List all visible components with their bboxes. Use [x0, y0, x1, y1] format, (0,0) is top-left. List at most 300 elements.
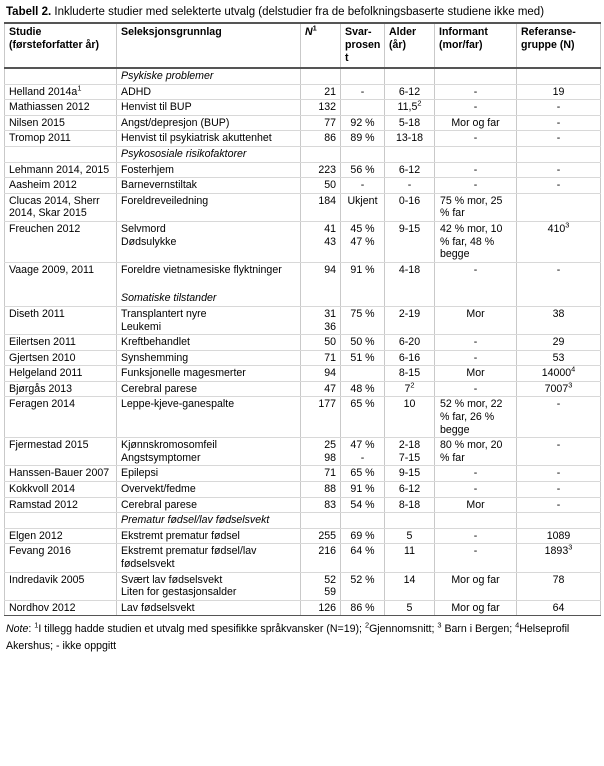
cell-referansegruppe-superscript: 3 — [565, 221, 570, 230]
cell-studie — [5, 438, 117, 466]
cell-alder — [385, 193, 435, 221]
cell-informant-text: - — [473, 101, 478, 114]
cell-studie — [5, 497, 117, 513]
cell-alder-superscript: 2 — [417, 99, 422, 108]
cell-n-line1: 31 — [324, 307, 336, 320]
cell-informant-text: - — [473, 529, 478, 542]
cell-svarprosent — [341, 221, 385, 262]
cell-svarprosent — [341, 100, 385, 116]
table-row[interactable] — [5, 600, 601, 616]
cell-referansegruppe-superscript: 3 — [568, 381, 573, 390]
cell-alder — [385, 131, 435, 147]
section-title-text: Psykiske problemer — [121, 70, 214, 82]
cell-svarprosent — [341, 162, 385, 178]
cell-studie — [5, 350, 117, 366]
cell-alder-text: 6-16 — [398, 351, 421, 364]
cell-n — [301, 193, 341, 221]
header-informant-line1: Informant — [439, 26, 488, 38]
studies-table — [4, 22, 601, 616]
section-title-text: Prematur fødsel/lav fødselsvekt — [121, 514, 270, 527]
section-header-spacer — [341, 146, 385, 162]
cell-svarprosent-text: 75 % — [350, 307, 375, 320]
cell-alder — [385, 221, 435, 262]
cell-seleksjonsgrunnlag — [117, 306, 301, 334]
table-row[interactable] — [5, 350, 601, 366]
caption-text: Inkluderte studier med selekterte utvalg (delstudier fra de befolkningsbaserte studiene ikke med) — [54, 6, 545, 18]
cell-referansegruppe-text: - — [556, 132, 561, 145]
cell-referansegruppe-text: 14000 — [541, 367, 572, 380]
cell-referansegruppe-text: 78 — [552, 573, 565, 586]
cell-informant — [435, 397, 517, 438]
cell-alder-text: - — [407, 179, 412, 192]
cell-referansegruppe-superscript: 3 — [568, 543, 573, 552]
cell-informant — [435, 544, 517, 572]
cell-referansegruppe-text: - — [556, 163, 561, 176]
cell-n-text: 216 — [318, 545, 336, 558]
cell-informant — [435, 350, 517, 366]
cell-studie — [5, 178, 117, 194]
cell-referansegruppe-text: 410 — [547, 222, 566, 235]
cell-seleksjonsgrunnlag — [117, 193, 301, 221]
cell-seleksjonsgrunnlag — [117, 115, 301, 131]
cell-informant-text: - — [473, 85, 478, 98]
cell-seleksjon-line1: Selvmord — [121, 222, 166, 235]
cell-referansegruppe — [517, 466, 601, 482]
section-header-row — [5, 513, 601, 529]
section-header-spacer — [5, 513, 117, 529]
table-row[interactable] — [5, 193, 601, 221]
cell-n — [301, 497, 341, 513]
cell-svarprosent — [341, 466, 385, 482]
header-n-text: N — [305, 26, 313, 38]
section-title-text: Somatiske tilstander — [121, 292, 217, 305]
cell-referansegruppe — [517, 262, 601, 306]
cell-n-line2: 36 — [324, 320, 336, 333]
cell-informant — [435, 466, 517, 482]
table-row[interactable] — [5, 572, 601, 600]
cell-alder — [385, 600, 435, 616]
cell-n-line2: 59 — [324, 586, 336, 599]
cell-seleksjon-text: Barnevernstiltak — [121, 179, 197, 192]
note-part-4: Helseprofil Akershus; - ikke oppgitt — [6, 623, 570, 653]
cell-svarprosent — [341, 335, 385, 351]
cell-svarprosent — [341, 528, 385, 544]
cell-referansegruppe-text: 1893 — [544, 545, 569, 558]
table-row[interactable] — [5, 221, 601, 262]
cell-n — [301, 84, 341, 100]
cell-svarprosent-text: 64 % — [350, 545, 375, 558]
cell-n — [301, 100, 341, 116]
table-row[interactable] — [5, 131, 601, 147]
header-n-superscript: 1 — [312, 23, 317, 33]
cell-studie — [5, 100, 117, 116]
cell-seleksjon-line2: Dødsulykke — [121, 235, 177, 248]
cell-referansegruppe-superscript: 4 — [571, 365, 576, 374]
cell-informant — [435, 438, 517, 466]
cell-n — [301, 221, 341, 262]
cell-studie-text: Diseth 2011 — [9, 307, 65, 320]
cell-referansegruppe-text: - — [556, 467, 561, 480]
cell-informant — [435, 600, 517, 616]
cell-n — [301, 131, 341, 147]
cell-n — [301, 350, 341, 366]
cell-referansegruppe — [517, 100, 601, 116]
cell-informant-text: - — [473, 132, 478, 145]
cell-svarprosent-line1: 47 % — [350, 439, 375, 452]
cell-studie-superscript: 1 — [77, 84, 82, 93]
cell-svarprosent — [341, 350, 385, 366]
cell-seleksjon-line1: Kjønnskromosomfeil — [121, 439, 217, 452]
note-part-3: Barn i Bergen; — [441, 623, 516, 636]
cell-alder — [385, 381, 435, 397]
cell-studie-text: Elgen 2012 — [9, 529, 63, 542]
cell-alder-text: 5 — [406, 529, 413, 542]
cell-referansegruppe — [517, 600, 601, 616]
table-row[interactable] — [5, 397, 601, 438]
table-row[interactable] — [5, 306, 601, 334]
cell-informant-text: - — [473, 179, 478, 192]
cell-referansegruppe — [517, 115, 601, 131]
table-row[interactable] — [5, 162, 601, 178]
cell-alder-text: 5-18 — [398, 116, 421, 129]
table-row[interactable] — [5, 84, 601, 100]
cell-informant-text: - — [473, 467, 478, 480]
section-header-spacer — [385, 513, 435, 529]
cell-referansegruppe — [517, 162, 601, 178]
table-row[interactable] — [5, 497, 601, 513]
section-title-text: Psykososiale risikofaktorer — [121, 147, 247, 160]
cell-referansegruppe — [517, 497, 601, 513]
cell-referansegruppe — [517, 306, 601, 334]
cell-studie-text: Gjertsen 2010 — [9, 351, 76, 364]
section-header-row — [5, 146, 601, 162]
cell-svarprosent-text: 91 % — [350, 263, 375, 276]
cell-svarprosent — [341, 178, 385, 194]
cell-alder — [385, 572, 435, 600]
table-caption — [4, 4, 600, 22]
cell-n-text: 83 — [324, 498, 336, 511]
cell-seleksjonsgrunnlag — [117, 100, 301, 116]
cell-studie-text: Hanssen-Bauer 2007 — [9, 467, 110, 480]
table-body — [5, 68, 601, 616]
cell-alder — [385, 162, 435, 178]
cell-svarprosent-text: 91 % — [350, 483, 375, 496]
cell-n-line1: 25 — [324, 439, 336, 452]
cell-informant-text: - — [473, 263, 478, 276]
cell-n — [301, 397, 341, 438]
cell-informant — [435, 366, 517, 382]
cell-svarprosent-text: 52 % — [350, 573, 375, 586]
cell-alder-line2: 7-15 — [398, 451, 421, 464]
cell-informant-text: Mor og far — [451, 573, 500, 586]
cell-referansegruppe-text: 19 — [552, 85, 565, 98]
cell-seleksjon-text: Overvekt/fedme — [121, 483, 196, 496]
cell-referansegruppe-text: 53 — [552, 351, 565, 364]
cell-referansegruppe-text: - — [556, 483, 561, 496]
cell-alder — [385, 366, 435, 382]
cell-seleksjon-text: Foreldre vietnamesiske flyktninger — [121, 263, 282, 276]
header-alder-line1: Alder — [389, 26, 417, 38]
cell-referansegruppe — [517, 366, 601, 382]
section-header-spacer — [301, 68, 341, 84]
cell-n-text: 88 — [324, 483, 336, 496]
cell-studie-text: Fjermestad 2015 — [9, 439, 89, 452]
cell-svarprosent-text: 89 % — [350, 132, 375, 145]
cell-studie-text: Tromop 2011 — [9, 132, 71, 145]
cell-alder — [385, 438, 435, 466]
table-row[interactable] — [5, 262, 601, 306]
cell-n-line2: 43 — [324, 235, 336, 248]
cell-studie-text: Clucas 2014, Sherr 2014, Skar 2015 — [9, 194, 100, 220]
cell-n-text: 126 — [318, 601, 336, 614]
cell-alder — [385, 100, 435, 116]
cell-n — [301, 466, 341, 482]
cell-alder-text: 9-15 — [398, 222, 421, 235]
cell-studie — [5, 544, 117, 572]
column-header-n — [301, 23, 341, 68]
header-studie-line2: (førsteforfatter år) — [9, 39, 100, 51]
cell-svarprosent — [341, 366, 385, 382]
cell-informant-text: - — [473, 545, 478, 558]
cell-svarprosent-text: 50 % — [350, 336, 375, 349]
note-superscript-3: 3 — [437, 620, 442, 630]
note-superscript-4: 4 — [515, 620, 520, 630]
cell-n-text: 255 — [318, 529, 336, 542]
cell-informant-text: Mor og far — [451, 116, 500, 129]
cell-informant-text: - — [473, 483, 478, 496]
cell-seleksjonsgrunnlag — [117, 381, 301, 397]
cell-seleksjonsgrunnlag — [117, 438, 301, 466]
cell-svarprosent-text: 65 % — [350, 467, 375, 480]
cell-studie-text: Aasheim 2012 — [9, 179, 77, 192]
header-informant-line2: (mor/far) — [439, 39, 483, 51]
section-title — [117, 146, 301, 162]
cell-informant — [435, 193, 517, 221]
cell-referansegruppe-text: - — [556, 179, 561, 192]
cell-seleksjon-line2: Liten for gestasjonsalder — [121, 586, 237, 599]
cell-svarprosent-line2: - — [360, 451, 365, 464]
section-header-spacer — [5, 68, 117, 84]
cell-n-text: 177 — [318, 398, 336, 411]
cell-seleksjon-line1: Transplantert nyre — [121, 307, 207, 320]
cell-informant — [435, 100, 517, 116]
cell-referansegruppe — [517, 482, 601, 498]
note-part-2: Gjennomsnitt; — [369, 623, 438, 636]
cell-studie-text: Eilertsen 2011 — [9, 336, 76, 349]
cell-n-text: 71 — [324, 351, 336, 364]
table-header — [5, 23, 601, 68]
cell-n — [301, 306, 341, 334]
section-header-spacer — [341, 68, 385, 84]
cell-alder — [385, 482, 435, 498]
cell-informant-text: 52 % mor, 22 % far, 26 % begge — [440, 398, 503, 436]
column-header-informant — [435, 23, 517, 68]
cell-svarprosent-text: Ukjent — [347, 194, 378, 207]
cell-studie — [5, 115, 117, 131]
cell-n — [301, 262, 341, 306]
cell-n-line2: 98 — [324, 451, 336, 464]
cell-alder-superscript: 2 — [410, 381, 415, 390]
cell-svarprosent-text: 92 % — [350, 116, 375, 129]
table-row[interactable] — [5, 466, 601, 482]
cell-informant-text: - — [473, 163, 478, 176]
note-superscript-1: 1 — [34, 620, 39, 630]
table-row[interactable] — [5, 544, 601, 572]
cell-seleksjon-text: Foreldreveiledning — [121, 194, 209, 207]
note-colon: : — [28, 623, 35, 636]
cell-referansegruppe — [517, 397, 601, 438]
table-row[interactable] — [5, 528, 601, 544]
cell-alder-text: 9-15 — [398, 467, 421, 480]
cell-alder — [385, 466, 435, 482]
cell-studie — [5, 397, 117, 438]
cell-referansegruppe — [517, 221, 601, 262]
cell-informant — [435, 262, 517, 306]
table-row[interactable] — [5, 178, 601, 194]
cell-seleksjonsgrunnlag — [117, 528, 301, 544]
cell-informant-text: 80 % mor, 20 % far — [440, 439, 503, 464]
cell-seleksjon-line1: Svært lav fødselsvekt — [121, 573, 223, 586]
cell-seleksjonsgrunnlag — [117, 162, 301, 178]
table-row[interactable] — [5, 482, 601, 498]
table-row[interactable] — [5, 438, 601, 466]
header-svar-line1: Svar- — [345, 26, 372, 38]
cell-seleksjon-text: Kreftbehandlet — [121, 336, 190, 349]
header-svar-line2: prosen — [345, 39, 381, 51]
table-row[interactable] — [5, 335, 601, 351]
section-header-spacer — [435, 513, 517, 529]
cell-svarprosent-text: 69 % — [350, 529, 375, 542]
cell-alder — [385, 497, 435, 513]
cell-seleksjon-text: Leppe-kjeve-ganespalte — [121, 398, 235, 411]
cell-studie-text: Mathiassen 2012 — [9, 101, 90, 114]
cell-n-text: 71 — [324, 467, 336, 480]
cell-informant — [435, 115, 517, 131]
cell-referansegruppe — [517, 178, 601, 194]
cell-seleksjonsgrunnlag — [117, 600, 301, 616]
table-row[interactable] — [5, 381, 601, 397]
section-header-spacer — [517, 513, 601, 529]
cell-n — [301, 600, 341, 616]
cell-referansegruppe — [517, 335, 601, 351]
cell-seleksjon-text: Lav fødselsvekt — [121, 601, 195, 614]
cell-referansegruppe-text: - — [556, 439, 561, 452]
table-row[interactable] — [5, 115, 601, 131]
cell-n-text: 94 — [324, 367, 336, 380]
cell-svarprosent — [341, 482, 385, 498]
cell-studie — [5, 572, 117, 600]
cell-informant — [435, 84, 517, 100]
cell-n-line1: 41 — [324, 222, 336, 235]
cell-svarprosent — [341, 381, 385, 397]
cell-seleksjonsgrunnlag — [117, 482, 301, 498]
cell-alder-text: 10 — [403, 398, 416, 411]
cell-seleksjon-text: Ekstremt prematur fødsel/lav fødselsvekt — [121, 545, 257, 570]
column-header-seleksjonsgrunnlag: Seleksjonsgrunnlag — [117, 23, 301, 68]
cell-seleksjonsgrunnlag — [117, 397, 301, 438]
cell-referansegruppe — [517, 131, 601, 147]
cell-n-text: 21 — [324, 85, 336, 98]
cell-studie-text: Indredavik 2005 — [9, 573, 85, 586]
cell-referansegruppe — [517, 84, 601, 100]
cell-n-text: 47 — [324, 382, 336, 395]
cell-svarprosent — [341, 306, 385, 334]
cell-svarprosent — [341, 438, 385, 466]
cell-alder — [385, 350, 435, 366]
cell-alder-text: 2-19 — [398, 307, 421, 320]
cell-informant — [435, 381, 517, 397]
cell-informant-text: Mor og far — [451, 601, 500, 614]
cell-n-text: 50 — [324, 179, 336, 192]
cell-n — [301, 366, 341, 382]
cell-alder-text: 11,5 — [397, 101, 418, 114]
cell-svarprosent — [341, 600, 385, 616]
section-header-spacer — [435, 68, 517, 84]
cell-referansegruppe-text: 29 — [552, 336, 565, 349]
cell-seleksjonsgrunnlag — [117, 497, 301, 513]
header-alder-line2: (år) — [389, 39, 407, 51]
cell-seleksjonsgrunnlag — [117, 335, 301, 351]
table-row[interactable] — [5, 100, 601, 116]
cell-informant-text: 42 % mor, 10 % far, 48 % begge — [440, 222, 503, 261]
section-header-spacer — [301, 146, 341, 162]
cell-informant-text: - — [473, 351, 478, 364]
cell-alder-text: 8-15 — [398, 367, 421, 380]
section-header-spacer — [517, 146, 601, 162]
cell-alder-text: 7 — [404, 382, 411, 395]
cell-svarprosent-text: 65 % — [350, 398, 375, 411]
cell-n — [301, 115, 341, 131]
section-header-spacer — [301, 513, 341, 529]
cell-studie — [5, 162, 117, 178]
cell-informant — [435, 335, 517, 351]
cell-informant — [435, 221, 517, 262]
cell-n-text: 132 — [318, 101, 336, 114]
cell-referansegruppe — [517, 350, 601, 366]
cell-referansegruppe-text: 64 — [552, 601, 565, 614]
cell-studie — [5, 84, 117, 100]
cell-alder — [385, 84, 435, 100]
cell-seleksjon-text: Henvist til BUP — [121, 101, 192, 114]
cell-n — [301, 178, 341, 194]
cell-informant — [435, 306, 517, 334]
cell-seleksjonsgrunnlag — [117, 350, 301, 366]
cell-svarprosent-text: - — [360, 179, 365, 192]
cell-n — [301, 572, 341, 600]
cell-seleksjonsgrunnlag — [117, 544, 301, 572]
cell-referansegruppe-text: 38 — [552, 307, 565, 320]
cell-studie — [5, 131, 117, 147]
cell-n — [301, 335, 341, 351]
note-part-1: I tillegg hadde studien et utvalg med spesifikke språkvansker (N=19); — [38, 623, 365, 636]
cell-studie — [5, 600, 117, 616]
cell-seleksjon-text: ADHD — [121, 85, 152, 98]
section-header-row — [5, 68, 601, 84]
cell-alder-text: 6-12 — [398, 85, 421, 98]
cell-seleksjonsgrunnlag — [117, 572, 301, 600]
table-row[interactable] — [5, 366, 601, 382]
cell-alder — [385, 115, 435, 131]
cell-svarprosent-text: 86 % — [350, 601, 375, 614]
cell-seleksjon-line2: Leukemi — [121, 320, 162, 333]
cell-seleksjon-text: Epilepsi — [121, 467, 159, 480]
cell-seleksjon-text: Fosterhjem — [121, 163, 174, 176]
cell-studie — [5, 335, 117, 351]
cell-seleksjonsgrunnlag — [117, 366, 301, 382]
cell-n — [301, 162, 341, 178]
cell-studie-text: Vaage 2009, 2011 — [9, 263, 95, 276]
cell-seleksjon-text: Angst/depresjon (BUP) — [121, 116, 230, 129]
